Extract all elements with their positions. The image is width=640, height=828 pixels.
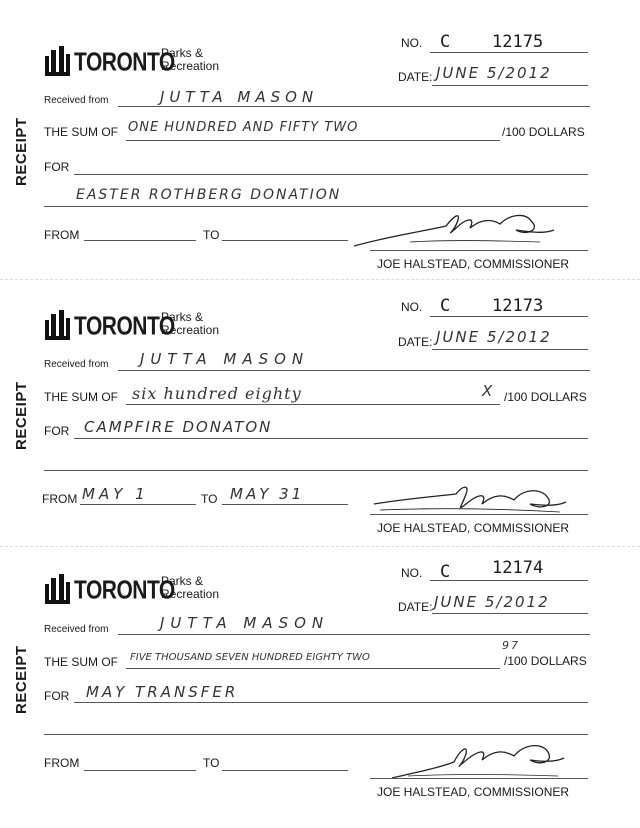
to-value: MAY 31: [230, 485, 305, 503]
to-line: [222, 770, 348, 771]
signatory-name: JOE HALSTEAD, COMMISSIONER: [377, 785, 570, 799]
receipt-side-label: RECEIPT: [13, 381, 30, 450]
signatory-name: JOE HALSTEAD, COMMISSIONER: [377, 257, 570, 271]
from-label: FROM: [42, 492, 78, 506]
receipt-no-label: NO.: [401, 36, 423, 50]
from-line: [84, 770, 196, 771]
date-label: DATE:: [398, 70, 433, 84]
for-extra-value: EASTER ROTHBERG DONATION: [76, 187, 342, 203]
sum-value: FIVE THOUSAND SEVEN HUNDRED EIGHTY TWO: [130, 652, 370, 663]
org-name: TORONTO: [74, 48, 175, 77]
from-line: [84, 240, 196, 241]
received-from-value: JUTTA MASON: [160, 614, 330, 632]
receipt-12175: [0, 10, 640, 282]
to-label: TO: [203, 756, 220, 770]
no-line: [430, 316, 588, 317]
dept-name: Parks & Recreation: [161, 574, 220, 601]
no-line: [430, 580, 588, 581]
signature-line: [370, 250, 588, 251]
receipt-no-label: NO.: [401, 300, 423, 314]
sum-value: six hundred eighty: [132, 384, 302, 403]
sum-label: THE SUM OF: [44, 125, 118, 139]
to-line: [222, 504, 348, 505]
for-extra-line: [44, 470, 588, 471]
cents-value: X: [482, 382, 495, 400]
received-from-value: JUTTA MASON: [160, 88, 319, 106]
sum-line: [126, 404, 500, 405]
receipt-12173: [0, 274, 640, 546]
receipt-number: 12174: [492, 558, 544, 578]
date-value: JUNE 5/2012: [436, 328, 552, 346]
receipt-12174: [0, 538, 640, 810]
for-line: [74, 438, 588, 439]
for-label: FOR: [44, 424, 70, 438]
sum-label: THE SUM OF: [44, 655, 118, 669]
date-value: JUNE 5/2012: [436, 64, 552, 82]
toronto-city-hall-icon: [44, 574, 72, 604]
to-line: [222, 240, 348, 241]
received-from-label: Received from: [44, 359, 109, 370]
dept-name: Parks & Recreation: [161, 46, 220, 73]
receipt-side-label: RECEIPT: [13, 645, 30, 714]
for-value: MAY TRANSFER: [86, 683, 239, 701]
sum-value: ONE HUNDRED AND FIFTY TWO: [128, 120, 359, 135]
receipt-number: 12173: [492, 296, 544, 316]
signature-line: [370, 514, 588, 515]
for-label: FOR: [44, 689, 70, 703]
date-line: [432, 349, 588, 350]
cents-value: 97: [502, 639, 520, 652]
received-from-value: JUTTA MASON: [140, 350, 310, 368]
for-line: [74, 174, 588, 175]
receipt-series: C: [440, 32, 451, 52]
date-label: DATE:: [398, 600, 433, 614]
date-value: JUNE 5/2012: [434, 593, 550, 611]
dollars-label: /100 DOLLARS: [504, 390, 587, 404]
received-from-line: [118, 634, 590, 635]
no-line: [430, 52, 588, 53]
received-from-line: [118, 370, 590, 371]
org-name: TORONTO: [74, 312, 175, 341]
toronto-logo: [44, 572, 234, 606]
for-line: [74, 702, 588, 703]
toronto-city-hall-icon: [44, 46, 72, 76]
receipt-no-label: NO.: [401, 566, 423, 580]
receipt-number: 12175: [492, 32, 544, 52]
toronto-city-hall-icon: [44, 310, 72, 340]
received-from-line: [118, 106, 590, 107]
receipt-series: C: [440, 296, 451, 316]
signatory-name: JOE HALSTEAD, COMMISSIONER: [377, 521, 570, 535]
commissioner-signature-icon: [350, 206, 560, 250]
for-value: CAMPFIRE DONATON: [84, 418, 273, 436]
from-label: FROM: [44, 756, 80, 770]
to-label: TO: [201, 492, 218, 506]
dept-name: Parks & Recreation: [161, 310, 220, 337]
org-name: TORONTO: [74, 576, 175, 605]
receipt-series: C: [440, 562, 451, 582]
sum-label: THE SUM OF: [44, 390, 118, 404]
for-label: FOR: [44, 160, 70, 174]
receipt-side-label: RECEIPT: [13, 117, 30, 186]
from-line: [80, 504, 196, 505]
dollars-label: /100 DOLLARS: [504, 654, 587, 668]
toronto-logo: [44, 308, 234, 342]
to-label: TO: [203, 228, 220, 242]
commissioner-signature-icon: [388, 736, 568, 782]
date-line: [432, 613, 588, 614]
sum-line: [126, 140, 500, 141]
commissioner-signature-icon: [370, 482, 570, 518]
dollars-label: /100 DOLLARS: [502, 125, 585, 139]
from-label: FROM: [44, 228, 80, 242]
from-value: MAY 1: [82, 485, 149, 503]
received-from-label: Received from: [44, 95, 109, 106]
for-extra-line: [44, 734, 588, 735]
date-label: DATE:: [398, 335, 433, 349]
sum-line: [126, 668, 500, 669]
toronto-logo: [44, 44, 234, 78]
signature-line: [370, 778, 588, 779]
received-from-label: Received from: [44, 624, 109, 635]
date-line: [432, 85, 588, 86]
